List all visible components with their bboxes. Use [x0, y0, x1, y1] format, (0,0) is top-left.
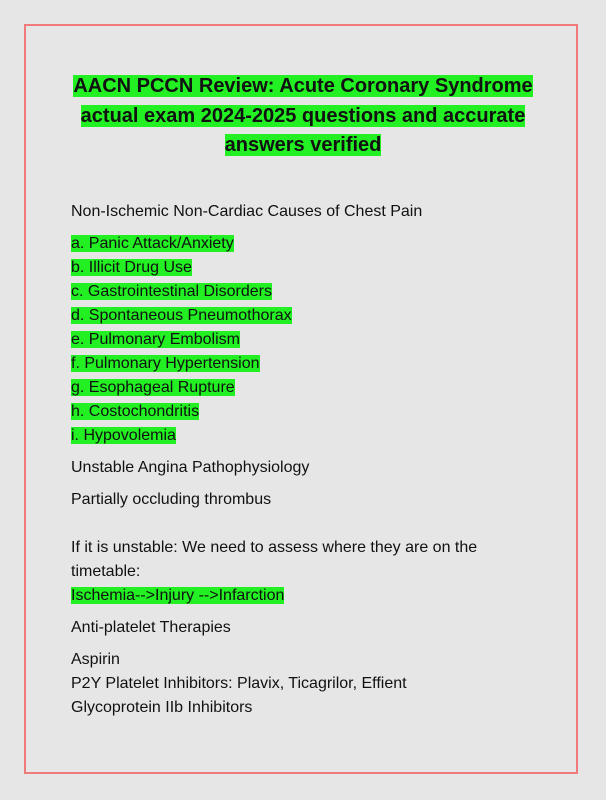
list-item: c. Gastrointestinal Disorders — [71, 283, 272, 300]
answer-chest-pain-list — [71, 232, 292, 448]
list-item: b. Illicit Drug Use — [71, 259, 192, 276]
title-line-1: AACN PCCN Review: Acute Coronary Syndrome — [73, 75, 533, 97]
question-unstable-angina: Unstable Angina Pathophysiology — [71, 459, 310, 476]
title-line-2: actual exam 2024-2025 questions and accurate — [80, 104, 526, 127]
list-item: g. Esophageal Rupture — [71, 379, 235, 396]
answer-line-progression: Ischemia-->Injury -->Infarction — [71, 587, 285, 604]
list-item: e. Pulmonary Embolism — [71, 331, 240, 348]
list-item: d. Spontaneous Pneumothorax — [71, 307, 292, 324]
list-item: h. Costochondritis — [71, 403, 200, 420]
list-item: i. Hypovolemia — [71, 427, 176, 444]
answer-line-p2y: P2Y Platelet Inhibitors: Plavix, Ticagrilor, Effient — [71, 675, 407, 692]
question-chest-pain: Non-Ischemic Non-Cardiac Causes of Chest Pain — [71, 203, 423, 220]
title-line-3: answers verified — [224, 134, 382, 156]
document-title — [40, 72, 566, 161]
answer-line-thrombus: Partially occluding thrombus — [71, 491, 272, 508]
answer-line-assess: If it is unstable: We need to assess where they are on the — [71, 539, 478, 556]
question-antiplatelet: Anti-platelet Therapies — [71, 619, 231, 636]
answer-line-glycoprotein: Glycoprotein IIb Inhibitors — [71, 699, 253, 716]
list-item: f. Pulmonary Hypertension — [71, 355, 260, 372]
answer-line-aspirin: Aspirin — [71, 651, 120, 668]
list-item: a. Panic Attack/Anxiety — [71, 235, 234, 252]
answer-line-timetable: timetable: — [71, 563, 141, 580]
